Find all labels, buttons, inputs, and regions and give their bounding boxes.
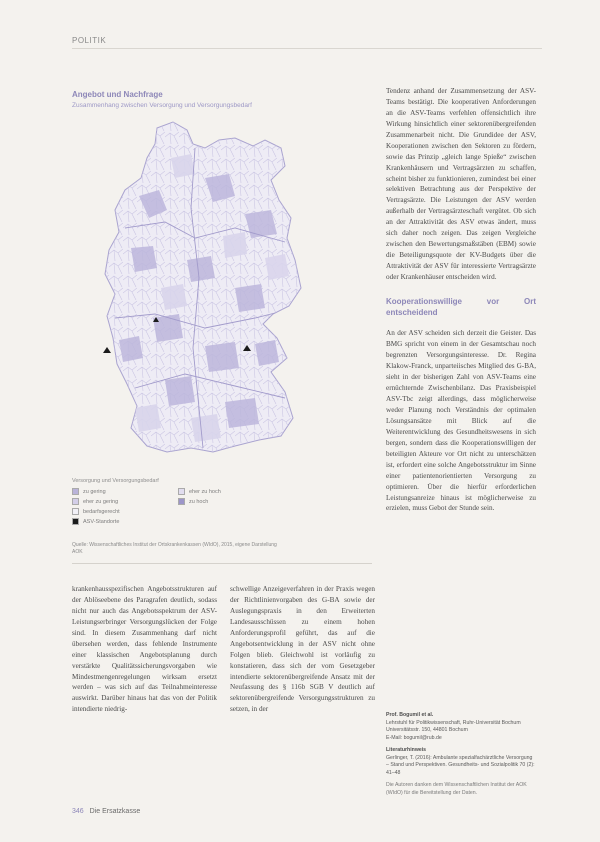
author-email: E-Mail: bogumil@rub.de [386,734,442,741]
paragraph: An der ASV scheiden sich derzeit die Geister. Das BMG spricht von einem in der Gesamtschau noch begrenzten Versorgungsinteresse. Dr. Regina Klakow-Franck, unparteiisches Mitglied des G-BA, sieht in der bisherigen Zahl von ASV-Teams eine ernüchternde Zwischenbilanz. Das Praxisbeispiel ASV-Tbc zeigt allerdings, dass möglicherweise weder Planung noch Verständnis der optimalen Lösungsansätze mit Blick auf die Weiterentwicklung des Gesundheitswesens in sich bergen, sondern dass die Kooperationswilligen der beteiligten Akteure vor Ort nicht zu unterschätzen ist, erfordert eine solche Angebotsstruktur im Sinne einer patientenorientierten Versorgung zu optimieren. Über die hierfür erforderlichen Leistungsanreize hinaus ist möglicherweise zu erzielen, muss Gebot der Stunde sein. [386,329,536,513]
paragraph: krankenhausspezifischen Angebotsstrukturen auf der Ablöseebene des Paragrafen deutlich, sodass nicht nur auch das Angebotsspektrum der ASV-Leistungserbringer Versorgungslücken der Folge sind. In diesem Zusammenhang darf nicht übersehen werden, dass fehlende Instrumente einer klassischen Angebotsplanung durch verstärkte Qualitätssicherungsvorgaben wie Mindestmengenregelungen wirksam ersetzt werden – was sich auf das Teilnahmeinteresse auswirkt. Darüber hinaus hat das von der Politik intendierte niedrig- [72,585,217,714]
literature-line: Gerlinger, T. (2016): Ambulante spezialfachärztliche Versorgung – Stand und Perspektiven. Gesundheits- und Sozialpolitik 70 (2): 41–48 [386,754,535,776]
legend-item [178,488,298,495]
legend-label: bedarfsgerecht [83,508,120,515]
paragraph: Tendenz anhand der Zusammensetzung der ASV-Teams bestätigt. Die kooperativen Anforderungen an die ASV-Teams verfehlen offensichtlich ihre Wirkung hinsichtlich einer sektorenübergreifenden Zusammenarbeit nicht. Die Grundidee der ASV, Kooperationen zwischen den Sektoren zu fördern, sowie das Prinzip „gleich lange Spieße“ zwischen Krankenhäusern und Vertragsärzten zu schaffen, scheint bisher zu funktionieren, zumindest bei einer selektiven Betrachtung aus der Perspektive der Vertragsärzte. Die Leistungen der ASV werden außerhalb der Vertragsärzteschaft vergütet. Ob sich an der Attraktivität des ASV etwas ändert, muss sich daher noch zeigen. Das zeigen Vergleiche zwischen den Bewertungsmaßstäben (EBM) sowie die Beteiligungsquote der KV-Budgets über die Attraktivität der ASV für interessierte Vertragsärzte oder Krankenhäuser entscheiden wird. [386,87,536,281]
legend-item [72,488,174,495]
legend-swatch [178,488,185,495]
legend-label: eher zu hoch [189,488,221,495]
figure-divider [72,563,372,564]
author-line: Universitätsstr. 150, 44801 Bochum [386,727,468,734]
legend-swatch [72,488,79,495]
asv-marker-west [103,347,111,353]
paragraph: schwellige Anzeigeverfahren in der Praxis wegen der Richtlinienvorgaben des G-BA sowie der Auslegungspraxis in den Erweiterten Landesausschüssen zu einem hohen Anforderungsprofil geführt, das auf die Angebotsentwicklung in der ASV nicht ohne Folgen blieb. Gleichwohl ist vorläufig zu konstatieren, dass sich der vom Gesetzgeber intendierte sektorenübergreifende Ansatz mit der Neufassung des § 116b SGB V deutlich auf sektorenübergreifende Versorgungsstrukturen zu setzen, in der [230,585,375,714]
legend-label: ASV-Standorte [83,518,120,525]
section-subheading: Kooperationswillige vor Ort entscheidend [386,296,536,317]
right-text-column [386,86,536,514]
figure-caption-abbrev: AOK [72,549,83,555]
legend-item [178,508,298,515]
legend-item [72,508,174,515]
bottom-text-column-1 [72,584,217,715]
figure-subtitle: Zusammenhang zwischen Versorgung und Versorgungsbedarf [72,102,252,109]
legend-title: Versorgung und Versorgungsbedarf [72,478,159,484]
literature-heading: Literaturhinweis [386,747,427,754]
author-box [386,712,536,797]
legend-swatch [178,498,185,505]
legend-label: eher zu gering [83,498,119,505]
legend-label: zu hoch [189,498,209,505]
bottom-text-column-2 [230,584,375,715]
author-name: Prof. Bogumil et al. [386,712,434,718]
map-legend [72,478,372,525]
author-note: Die Autoren danken dem Wissenschaftlichen Institut der AOK (WIdO) für die Bereitstellung der Daten. [386,782,527,796]
author-line: Lehrstuhl für Politikwissenschaft, Ruhr-Universität Bochum [386,719,521,726]
legend-swatch [72,518,79,525]
legend-swatch [72,508,79,515]
section-tag: POLITIK [72,36,107,45]
legend-label: zu gering [83,488,106,495]
figure-caption-source: Quelle: Wissenschaftliches Institut der Ortskrankenkassen (WIdO), 2015, eigene Darstellung [72,542,277,548]
header-divider [72,48,542,49]
figure-title: Angebot und Nachfrage [72,90,163,99]
legend-item [72,498,174,505]
legend-swatch [72,498,79,505]
figure-caption [72,542,372,556]
legend-grid [72,488,372,525]
publication-name: Die Ersatzkasse [89,808,141,815]
germany-map [95,118,310,463]
page-number: 346 [72,808,84,815]
legend-item [72,518,174,525]
legend-item [178,498,298,505]
page-footer [72,808,140,815]
